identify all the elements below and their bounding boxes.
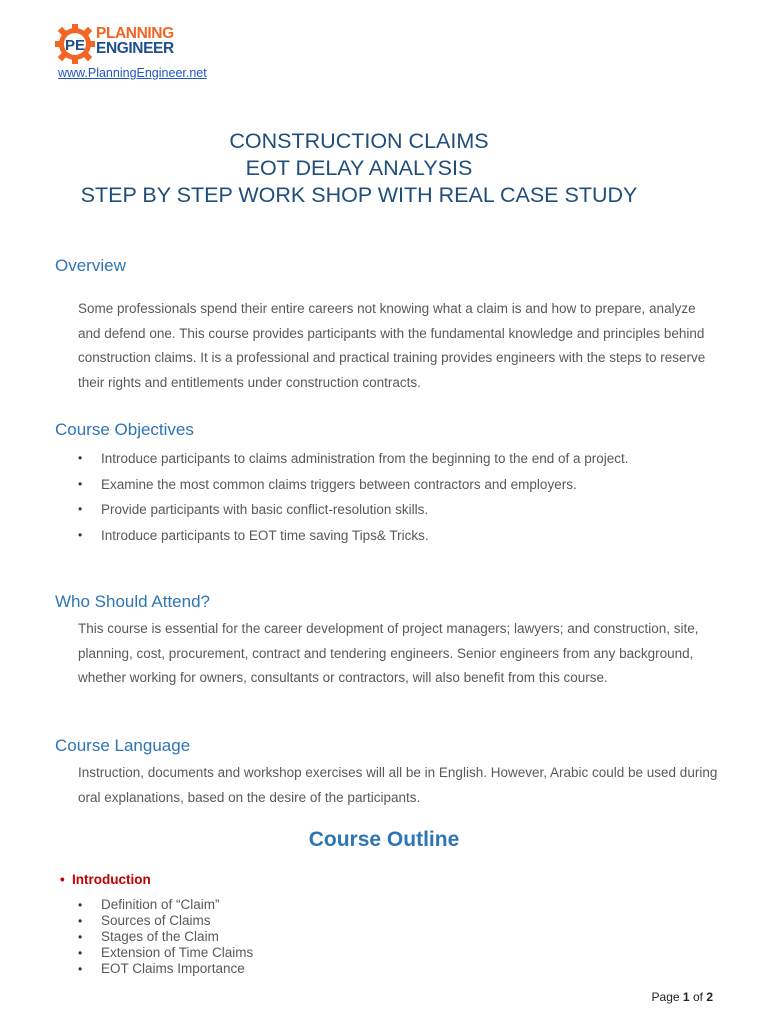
list-item: • Provide participants with basic conflict-resolution skills. bbox=[78, 497, 718, 523]
logo bbox=[54, 22, 214, 70]
objectives-list bbox=[78, 446, 718, 548]
outline-section-title bbox=[60, 872, 151, 887]
website-link[interactable]: www.PlanningEngineer.net bbox=[58, 66, 207, 80]
list-item: • Introduce participants to EOT time saving Tips& Tricks. bbox=[78, 523, 718, 549]
attend-heading: Who Should Attend? bbox=[55, 592, 211, 611]
page-number bbox=[652, 990, 713, 1004]
gear-logo-icon bbox=[54, 22, 96, 66]
outline-list bbox=[78, 897, 478, 977]
overview-text: Some professionals spend their entire careers not knowing what a claim is and how to prepare, analyze and defend one. This course provides participants with the fundamental knowledge and principles behind construction claims. It is a professional and practical training provides engineers with the steps to reserve their rights and entitlements under construction contracts. bbox=[78, 301, 706, 390]
list-item: • EOT Claims Importance bbox=[78, 961, 478, 977]
bullet-icon: • bbox=[60, 872, 65, 887]
title-line-2: EOT DELAY ANALYSIS bbox=[245, 156, 473, 180]
logo-line2: ENGINEER bbox=[96, 40, 174, 57]
outline-heading: Course Outline bbox=[308, 828, 460, 851]
language-text: Instruction, documents and workshop exercises will all be in English. However, Arabic could be used during oral explanations, based on the desire of the participants. bbox=[78, 765, 718, 805]
attend-text: This course is essential for the career development of project managers; lawyers; and construction, site, planning, cost, procurement, contract and tendering engineers. Senior engineers from any background, whether working for owners, consultants or contractors, will also benefit from this course. bbox=[78, 621, 699, 685]
overview-heading: Overview bbox=[55, 256, 126, 275]
language-heading: Course Language bbox=[55, 736, 191, 755]
list-item: • Stages of the Claim bbox=[78, 929, 478, 945]
title-line-3: STEP BY STEP WORK SHOP WITH REAL CASE STUDY bbox=[80, 183, 638, 207]
list-item: • Examine the most common claims triggers between contractors and employers. bbox=[78, 472, 718, 498]
logo-wordmark bbox=[96, 26, 174, 56]
page-label: Page bbox=[651, 990, 680, 1004]
page-current: 1 bbox=[682, 990, 690, 1004]
list-item: • Introduce participants to claims administration from the beginning to the end of a project. bbox=[78, 446, 718, 472]
title-line-1: CONSTRUCTION CLAIMS bbox=[229, 129, 489, 153]
list-item: • Definition of “Claim” bbox=[78, 897, 478, 913]
page-total: 2 bbox=[706, 990, 713, 1004]
page-of: of bbox=[692, 990, 703, 1004]
logo-line1: PLANNING bbox=[96, 25, 174, 42]
outline-section-label: Introduction bbox=[72, 872, 151, 887]
list-item: • Sources of Claims bbox=[78, 913, 478, 929]
objectives-heading: Course Objectives bbox=[55, 420, 194, 439]
svg-text:PE: PE bbox=[64, 37, 86, 54]
document-title bbox=[0, 128, 718, 209]
list-item: • Extension of Time Claims bbox=[78, 945, 478, 961]
